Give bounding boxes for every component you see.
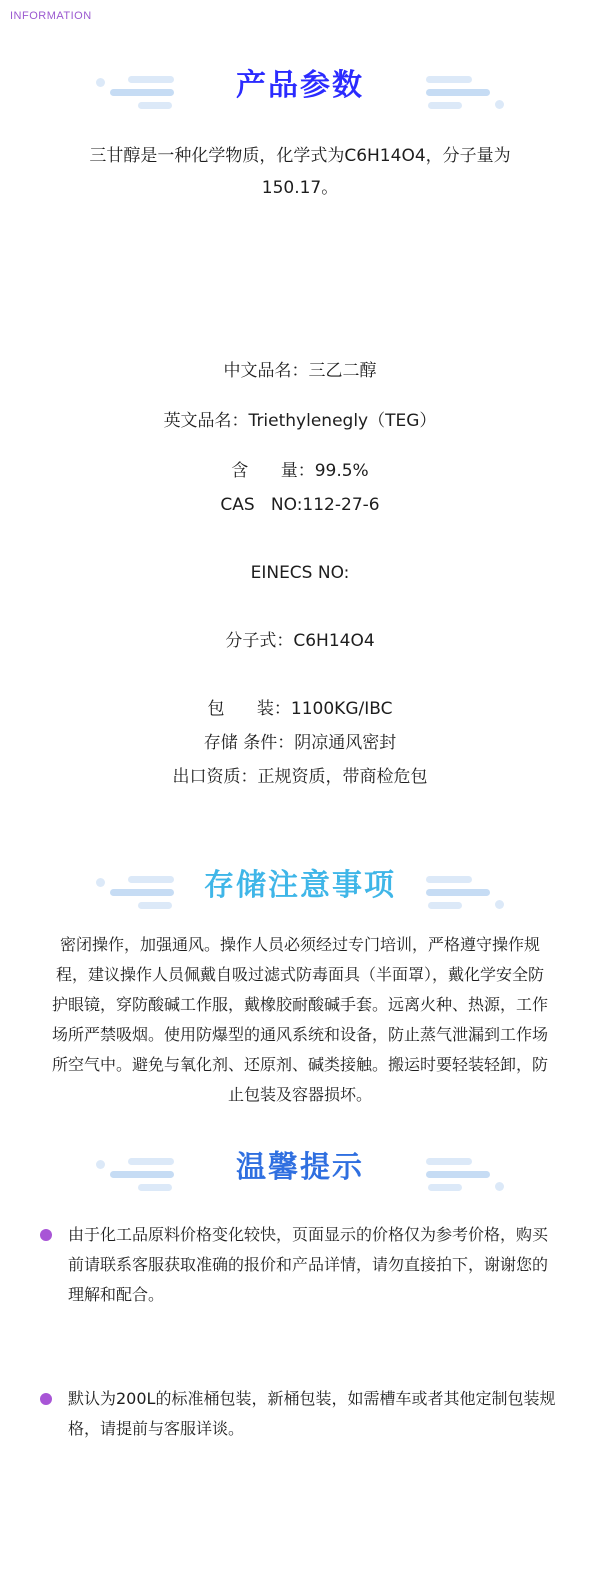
information-badge: INFORMATION [10, 10, 92, 22]
decor-bar-left-1 [128, 1158, 174, 1165]
list-item [40, 1384, 560, 1444]
section-title-storage: 存储注意事项 [204, 868, 396, 903]
decor-bar-left-3 [138, 102, 172, 109]
decor-dot-left [96, 878, 105, 887]
spec-content: 含 量：99.5% [231, 461, 369, 481]
decor-bar-left-2 [110, 1171, 174, 1178]
decor-dot-left [96, 78, 105, 87]
decor-bar-left-1 [128, 876, 174, 883]
decor-dot-right [495, 1182, 504, 1191]
decor-bar-right-3 [428, 1184, 462, 1191]
decor-bar-right-3 [428, 902, 462, 909]
decor-dot-right [495, 100, 504, 109]
spec-english-name: 英文品名：Triethylenegly（TEG） [163, 411, 437, 431]
spec-export-qualification: 出口资质：正规资质，带商检危包 [172, 767, 428, 787]
section-title-params: 产品参数 [236, 68, 364, 103]
decor-bar-right-2 [426, 1171, 490, 1178]
spec-list [40, 354, 560, 794]
decor-bar-left-2 [110, 889, 174, 896]
decor-bar-right-1 [426, 76, 472, 83]
decor-bar-right-1 [426, 1158, 472, 1165]
decor-bar-right-2 [426, 89, 490, 96]
bullet-icon [40, 1229, 52, 1241]
decor-bar-left-2 [110, 89, 174, 96]
decor-bar-right-2 [426, 889, 490, 896]
list-item [40, 1220, 560, 1310]
section-heading-tips [80, 1140, 520, 1196]
spec-formula: 分子式：C6H14O4 [225, 631, 375, 651]
tip-text-price: 由于化工品原料价格变化较快，页面显示的价格仅为参考价格，购买前请联系客服获取准确的报价和产品详情，请勿直接拍下，谢谢您的理解和配合。 [68, 1225, 549, 1304]
params-intro-text: 三甘醇是一种化学物质，化学式为C6H14O4，分子量为150.17。 [89, 146, 511, 198]
spec-cas-no: CAS NO:112-27-6 [220, 495, 380, 515]
section-heading-storage [80, 858, 520, 914]
bullet-icon [40, 1393, 52, 1405]
spec-storage-condition: 存储 条件：阴凉通风密封 [203, 733, 397, 753]
decor-bar-left-1 [128, 76, 174, 83]
tip-text-packaging: 默认为200L的标准桶包装，新桶包装，如需槽车或者其他定制包装规格，请提前与客服详谈。 [68, 1389, 556, 1438]
tips-list [40, 1220, 560, 1444]
decor-bar-left-3 [138, 902, 172, 909]
decor-dot-left [96, 1160, 105, 1169]
decor-dot-right [495, 900, 504, 909]
storage-body-text: 密闭操作，加强通风。操作人员必须经过专门培训，严格遵守操作规程，建议操作人员佩戴自吸过滤式防毒面具（半面罩），戴化学安全防护眼镜，穿防酸碱工作服，戴橡胶耐酸碱手套。远离火种、热源，工作场所严禁吸烟。使用防爆型的通风系统和设备，防止蒸气泄漏到工作场所空气中。避免与氧化剂、还原剂、碱类接触。搬运时要轻装轻卸，防止包装及容器损坏。 [51, 935, 548, 1104]
decor-bar-left-3 [138, 1184, 172, 1191]
spec-chinese-name: 中文品名：三乙二醇 [223, 361, 377, 381]
section-heading-params [80, 58, 520, 114]
decor-bar-right-3 [428, 102, 462, 109]
spec-einecs-no: EINECS NO: [250, 563, 350, 583]
decor-bar-right-1 [426, 876, 472, 883]
spec-packaging: 包 装：1100KG/IBC [207, 699, 393, 719]
section-title-tips: 温馨提示 [236, 1150, 364, 1185]
